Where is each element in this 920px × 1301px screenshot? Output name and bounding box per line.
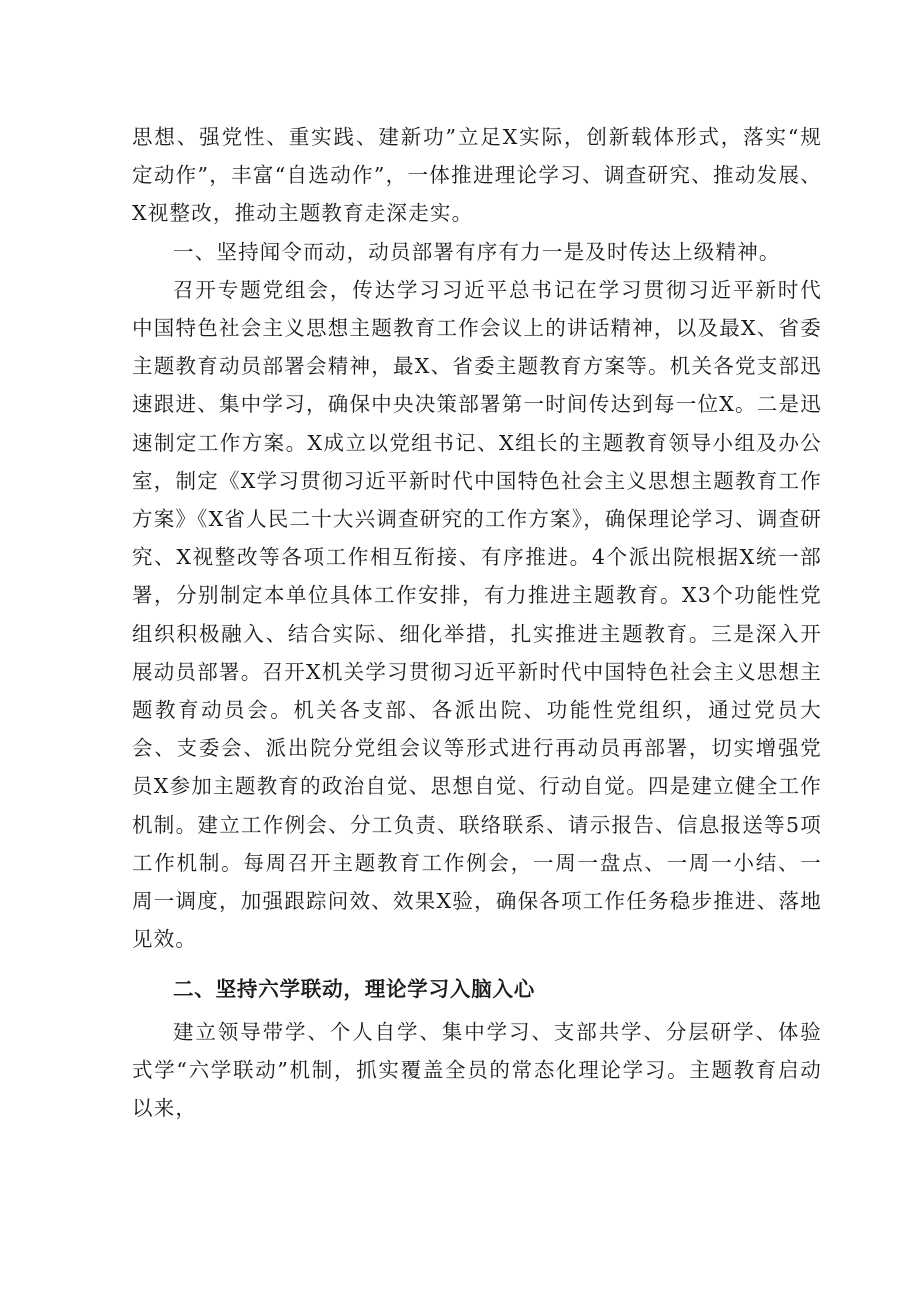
paragraph-section-one-body: 召开专题党组会，传达学习习近平总书记在学习贯彻习近平新时代中国特色社会主义思想主题教育工作会议上的讲话精神，以及最X、省委主题教育动员部署会精神，最X、省委主题教育方案等。机关各党支部迅速跟进、集中学习，确保中央决策部署第一时间传达到每一位X。二是迅速制定工作方案。X成立以党组书记、X组长的主题教育领导小组及办公室，制定《X学习贯彻习近平新时代中国特色社会主义思想主题教育工作方案》《X省人民二十大兴调查研究的工作方案》，确保理论学习、调查研究、X视整改等各项工作相互衔接、有序推进。4个派出院根据X统一部署，分别制定本单位具体工作安排，有力推进主题教育。X3个功能性党组织积极融入、结合实际、细化举措，扎实推进主题教育。三是深入开展动员部署。召开X机关学习贯彻习近平新时代中国特色社会主义思想主题教育动员会。机关各支部、各派出院、功能性党组织，通过党员大会、支委会、派出院分党组会议等形式进行再动员再部署，切实增强党员X参加主题教育的政治自觉、思想自觉、行动自觉。四是建立健全工作机制。建立工作例会、分工负责、联络联系、请示报告、信息报送等5项工作机制。每周召开主题教育工作例会，一周一盘点、一周一小结、一周一调度，加强跟踪问效、效果X验，确保各项工作任务稳步推进、落地见效。: [132, 277, 822, 952]
paragraph-section-two-body: 建立领导带学、个人自学、集中学习、支部共学、分层研学、体验式学“六学联动”机制，抓实覆盖全员的常态化理论学习。主题教育启动以来，: [132, 1019, 822, 1121]
section-heading-two: 二、坚持六学联动，理论学习入脑入心: [173, 977, 536, 1002]
document-body: [132, 118, 822, 1127]
paragraph-continuation: 思想、强党性、重实践、建新功”立足X实际，创新载体形式，落实“规定动作”，丰富“自选动作”，一体推进理论学习、调查研究、推动发展、X视整改，推动主题教育走深走实。: [132, 125, 822, 226]
paragraph-section-one-intro: 一、坚持闻令而动，动员部署有序有力一是及时传达上级精神。: [173, 239, 781, 264]
